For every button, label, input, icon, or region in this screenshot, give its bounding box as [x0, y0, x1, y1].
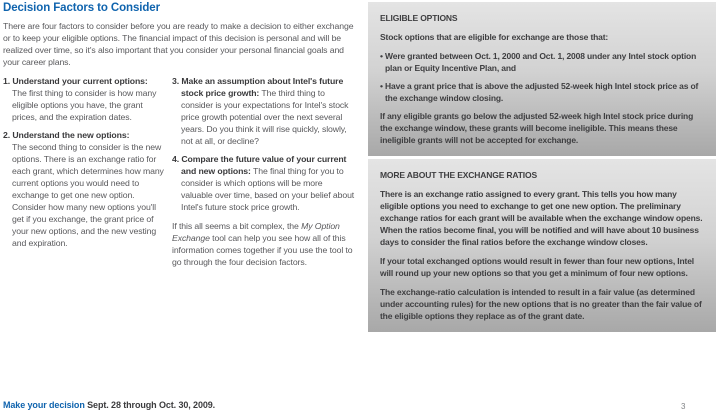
- column-right: [172, 75, 356, 268]
- page-title: Decision Factors to Consider: [3, 2, 160, 14]
- closing-paragraph: If this all seems a bit complex, the My Option Exchange tool can help you see how all of this information comes together if you use the tool to go through the four decision factors.: [172, 221, 353, 267]
- factor-1-heading: 1. Understand your current options:: [3, 76, 148, 86]
- decision-factor-1: [3, 75, 166, 123]
- eligible-options-callout: [368, 2, 716, 156]
- eligible-options-bullet: • Have a grant price that is above the adjusted 52-week high Intel stock price as of the exchange window closing.: [380, 80, 705, 104]
- decision-factor-4: [172, 153, 356, 213]
- two-column-list: [3, 75, 358, 268]
- exchange-ratios-paragraph: There is an exchange ratio assigned to every grant. This tells you how many eligible options you need to exchange to get one new option. The preliminary exchange ratios for each grant will be available when the exchange window opens. When the ratios become final, you will be notified and will have about 10 business days to consider the final ratios before the exchange window closes.: [380, 189, 703, 247]
- decision-dates: Sept. 28 through Oct. 30, 2009.: [87, 400, 216, 410]
- exchange-ratios-paragraph: The exchange-ratio calculation is intended to result in a fair value (as determined under accounting rules) for the new options that is no greater than the fair value of the eligible options they replace as of the grant date.: [380, 287, 702, 321]
- eligible-options-bullet: • Were granted between Oct. 1, 2000 and Oct. 1, 2008 under any Intel stock option plan or Equity Incentive Plan, and: [380, 50, 705, 74]
- factor-4-heading: 4. Compare the future value of your current and new options:: [172, 154, 347, 176]
- eligible-options-note: If any eligible grants go below the adjusted 52-week high Intel stock price during the exchange window, these grants will become ineligible. This means these ineligible grants will not be accepted for exchange.: [380, 111, 694, 145]
- footer-decision-deadline: [3, 400, 215, 410]
- make-your-decision-link[interactable]: Make your decision: [3, 400, 85, 410]
- intro-paragraph: There are four factors to consider before you are ready to make a decision to either exchange or to keep your eligible options. The financial impact of this decision is personal and will be realized over time, so it's also important that you consider your personal financial goals and your career plans.: [3, 21, 354, 67]
- exchange-ratios-heading: MORE ABOUT THE EXCHANGE RATIOS: [380, 170, 538, 180]
- factor-3-heading: 3. Make an assumption about Intel's future stock price growth:: [172, 76, 344, 98]
- main-content: [3, 2, 358, 268]
- eligible-options-heading: ELIGIBLE OPTIONS: [380, 13, 458, 23]
- factor-4-body: The final thing for you to consider is which options will be more valuable over time, based on your belief about Intel's future stock price growth.: [181, 166, 355, 212]
- tool-name: My Option Exchange: [172, 221, 340, 243]
- factor-2-body: The second thing to consider is the new options. There is an exchange ratio for each grant, which determines how many current options you would need to exchange to get one new option. Consider how many new options you'll get if you exchange, the grant price of your new options, and the new vesting and expiration.: [12, 142, 164, 248]
- factor-1-body: The first thing to consider is how many eligible options you have, the grant prices, and the expiration dates.: [12, 88, 157, 122]
- page-number: 3: [681, 402, 686, 411]
- column-left: [3, 75, 166, 268]
- factor-2-heading: 2. Understand the new options:: [3, 130, 130, 140]
- eligible-options-intro: Stock options that are eligible for exchange are those that:: [380, 32, 609, 42]
- decision-factor-2: [3, 129, 166, 249]
- factor-3-body: The third thing to consider is your expectations for Intel's stock price growth potential over the next several years. Do you think it will rise quickly, slowly, not at all, or decline?: [181, 88, 349, 146]
- exchange-ratios-paragraph: If your total exchanged options would result in fewer than four new options, Intel will round up your new options so that you get a minimum of four new options.: [380, 256, 695, 278]
- exchange-ratios-callout: [368, 159, 716, 332]
- decision-factor-3: [172, 75, 356, 147]
